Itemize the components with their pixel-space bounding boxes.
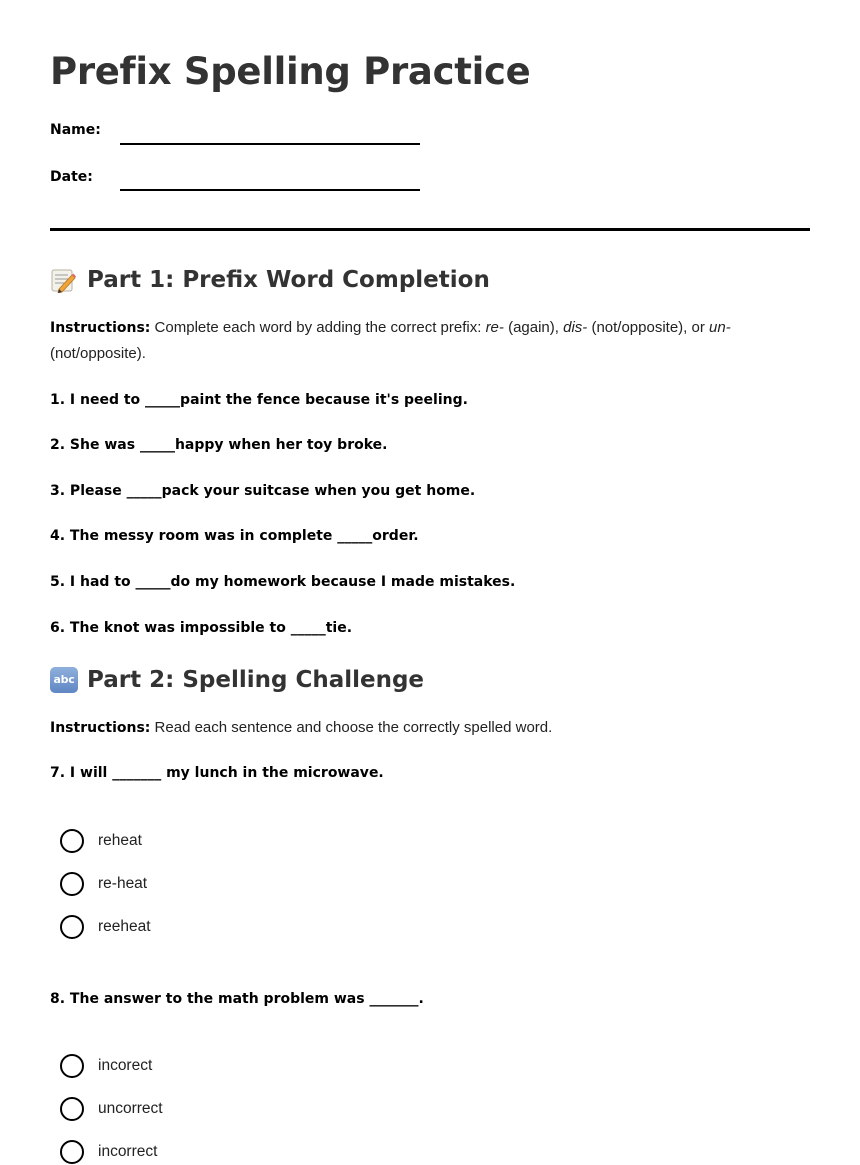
section-divider [50, 228, 810, 231]
question-2: 2. She was _____happy when her toy broke. [50, 437, 388, 453]
page-title: Prefix Spelling Practice [50, 50, 531, 93]
question-8: 8. The answer to the math problem was _______. [50, 991, 424, 1007]
date-label: Date: [50, 169, 93, 185]
answer-option-7c[interactable] [60, 914, 151, 940]
question-1: 1. I need to _____paint the fence because it's peeling. [50, 392, 468, 408]
option-label: reeheat [98, 918, 151, 935]
radio-button[interactable] [60, 829, 84, 853]
answer-option-7a[interactable] [60, 828, 142, 854]
radio-button[interactable] [60, 1140, 84, 1164]
question-6: 6. The knot was impossible to _____tie. [50, 620, 353, 636]
radio-button[interactable] [60, 915, 84, 939]
date-field-row [50, 169, 470, 199]
prefix-un-meaning: (not/opposite). [50, 345, 146, 362]
part2-instructions-label: Instructions: [50, 720, 151, 736]
name-field-row [50, 122, 470, 152]
name-label: Name: [50, 122, 101, 138]
answer-option-8a[interactable] [60, 1053, 152, 1079]
option-label: re-heat [98, 875, 148, 892]
part1-instructions-text: Complete each word by adding the correct prefix: [150, 319, 486, 336]
prefix-dis-meaning: (not/opposite), or [587, 319, 710, 336]
question-3: 3. Please _____pack your suitcase when you get home. [50, 483, 476, 499]
part2-instructions-text: Read each sentence and choose the correctly spelled word. [150, 719, 553, 736]
question-5: 5. I had to _____do my homework because I made mistakes. [50, 574, 516, 590]
name-field[interactable] [120, 143, 420, 145]
part2-heading-text: Part 2: Spelling Challenge [87, 667, 425, 693]
question-7: 7. I will _______ my lunch in the microwave. [50, 765, 384, 781]
radio-button[interactable] [60, 872, 84, 896]
part1-instructions-label: Instructions: [50, 320, 151, 336]
part2-instructions [50, 715, 800, 741]
part1-heading-text: Part 1: Prefix Word Completion [87, 267, 490, 293]
prefix-un: un- [709, 319, 731, 336]
abc-icon: abc [50, 667, 78, 693]
date-field[interactable] [120, 189, 420, 191]
prefix-dis: dis- [563, 319, 588, 336]
radio-button[interactable] [60, 1097, 84, 1121]
part1-heading [50, 267, 490, 293]
prefix-re: re- [485, 319, 504, 336]
part1-instructions [50, 315, 800, 367]
answer-option-8c[interactable] [60, 1139, 157, 1165]
option-label: incorrect [98, 1143, 158, 1160]
option-label: uncorrect [98, 1100, 163, 1117]
part2-heading [50, 667, 424, 693]
answer-option-7b[interactable] [60, 871, 147, 897]
option-label: reheat [98, 832, 142, 849]
memo-icon [50, 267, 76, 293]
radio-button[interactable] [60, 1054, 84, 1078]
prefix-re-meaning: (again), [503, 319, 564, 336]
option-label: incorect [98, 1057, 153, 1074]
question-4: 4. The messy room was in complete _____order. [50, 528, 419, 544]
answer-option-8b[interactable] [60, 1096, 163, 1122]
